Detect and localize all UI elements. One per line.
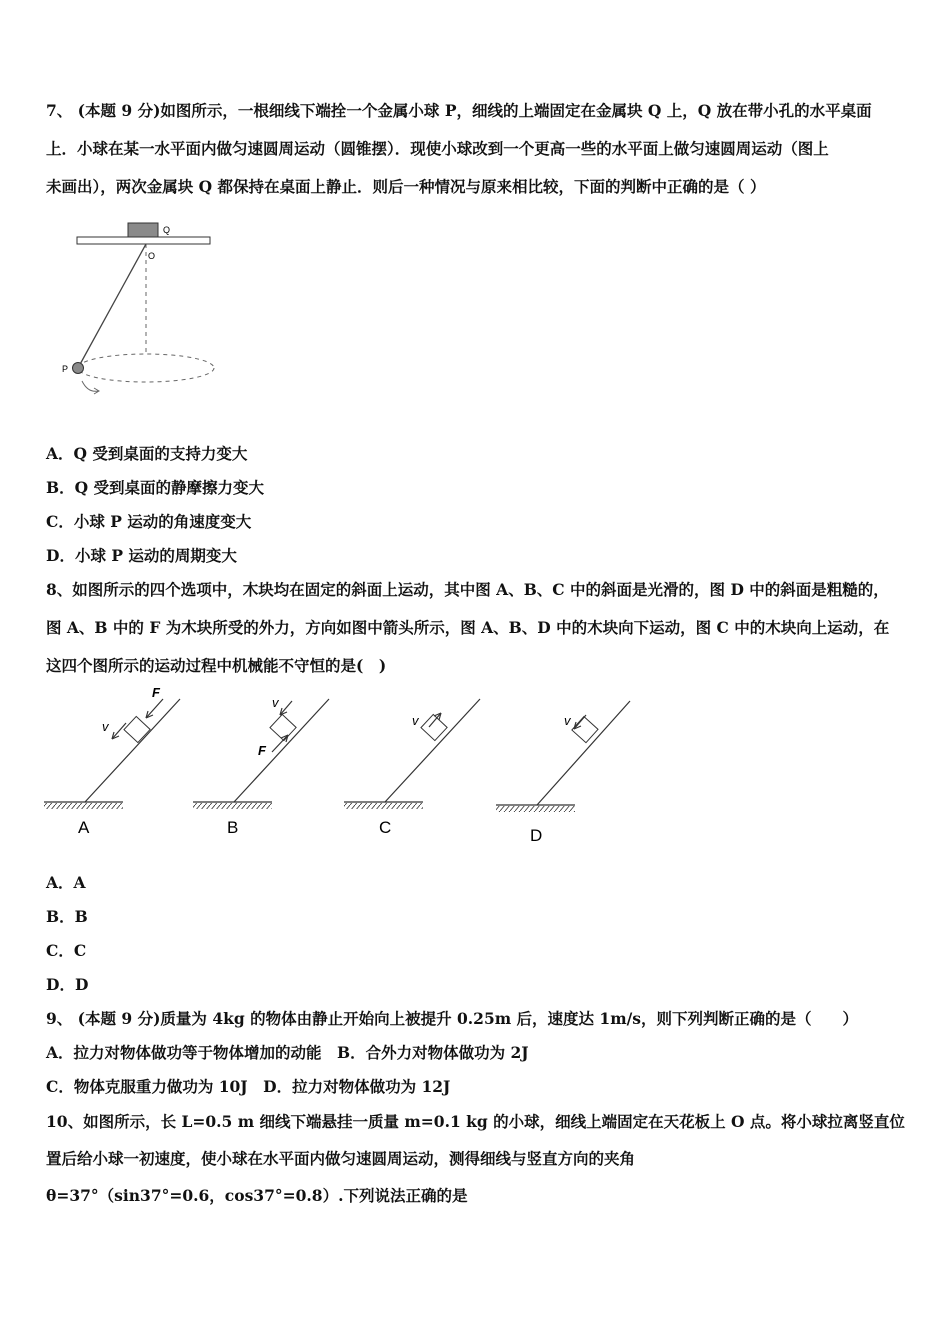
label-v-c: v	[412, 713, 419, 728]
label-f-b: F	[258, 743, 266, 758]
label-b: B	[227, 818, 239, 837]
q8-stem-line-2: 图 A、B 中的 F 为木块所受的外力，方向如图中箭头所示，图 A、B、D 中的木块向下运动，图 C 中的木块向上运动，在	[46, 618, 890, 637]
label-v-a: v	[102, 719, 109, 734]
q8-option-b: B．B	[46, 907, 88, 926]
q8-stem-line-1: 8、如图所示的四个选项中，木块均在固定的斜面上运动，其中图 A、B、C 中的斜面是光滑的，图 D 中的斜面是粗糙的，	[46, 580, 889, 599]
q8-option-a: A．A	[46, 873, 86, 892]
circular-path	[78, 354, 214, 382]
force-arrow-a	[146, 699, 163, 718]
q10-stem-line-3: θ=37°（sin37°=0.6，cos37°=0.8）.下列说法正确的是	[46, 1186, 468, 1205]
q7-option-d: D．小球 P 运动的周期变大	[46, 546, 237, 565]
string	[78, 244, 146, 368]
label-c: C	[379, 818, 392, 837]
figure-c	[344, 699, 480, 837]
label-p: P	[62, 364, 69, 374]
q9-options-line-1: A．拉力对物体做功等于物体增加的动能 B．合外力对物体做功为 2J	[46, 1043, 529, 1062]
q8-option-d: D．D	[46, 975, 89, 994]
block-c	[421, 714, 447, 740]
q8-option-c: C．C	[46, 941, 87, 960]
label-v-d: v	[564, 713, 571, 728]
label-a: A	[78, 818, 90, 837]
table-surface	[77, 237, 210, 244]
q7-conical-pendulum-figure	[60, 215, 230, 405]
label-v-b: v	[272, 695, 279, 710]
figure-b	[193, 695, 329, 837]
label-o: O	[148, 251, 156, 261]
block-a	[124, 716, 150, 742]
ball-p	[73, 363, 84, 374]
q9-stem: 9、 (本题 9 分)质量为 4kg 的物体由静止开始向上被提升 0.25m 后，速度达 1m/s，则下列判断正确的是（ ）	[46, 1009, 858, 1028]
block-d	[572, 717, 598, 743]
q8-inclines-figure	[40, 685, 650, 850]
label-f-a: F	[152, 685, 160, 700]
q10-stem-line-1: 10、如图所示，长 L=0.5 m 细线下端悬挂一质量 m=0.1 kg 的小球，细线上端固定在天花板上 O 点。将小球拉离竖直位	[46, 1112, 905, 1131]
figure-a	[44, 685, 180, 837]
q7-stem-line-2: 上．小球在某一水平面内做匀速圆周运动（圆锥摆）．现使小球改到一个更高一些的水平面上做匀速圆周运动（图上	[46, 139, 829, 158]
label-q: Q	[163, 225, 171, 235]
figure-d	[496, 701, 630, 845]
label-d: D	[530, 826, 543, 845]
q7-option-b: B．Q 受到桌面的静摩擦力变大	[46, 478, 264, 497]
q9-options-line-2: C．物体克服重力做功为 10J D．拉力对物体做功为 12J	[46, 1077, 451, 1096]
q7-option-a: A．Q 受到桌面的支持力变大	[46, 444, 248, 463]
motion-arrow	[82, 381, 98, 391]
q10-stem-line-2: 置后给小球一初速度，使小球在水平面内做匀速圆周运动，测得细线与竖直方向的夹角	[46, 1149, 636, 1168]
metal-block-q	[128, 223, 158, 237]
q7-option-c: C．小球 P 运动的角速度变大	[46, 512, 252, 531]
q7-stem-line-3: 未画出），两次金属块 Q 都保持在桌面上静止．则后一种情况与原来相比较，下面的判断中正确的是（ ）	[46, 177, 766, 196]
q7-stem-line-1: 7、 (本题 9 分)如图所示，一根细线下端拴一个金属小球 P，细线的上端固定在金属块 Q 上，Q 放在带小孔的水平桌面	[46, 101, 872, 120]
q8-stem-line-3: 这四个图所示的运动过程中机械能不守恒的是( )	[46, 656, 387, 675]
